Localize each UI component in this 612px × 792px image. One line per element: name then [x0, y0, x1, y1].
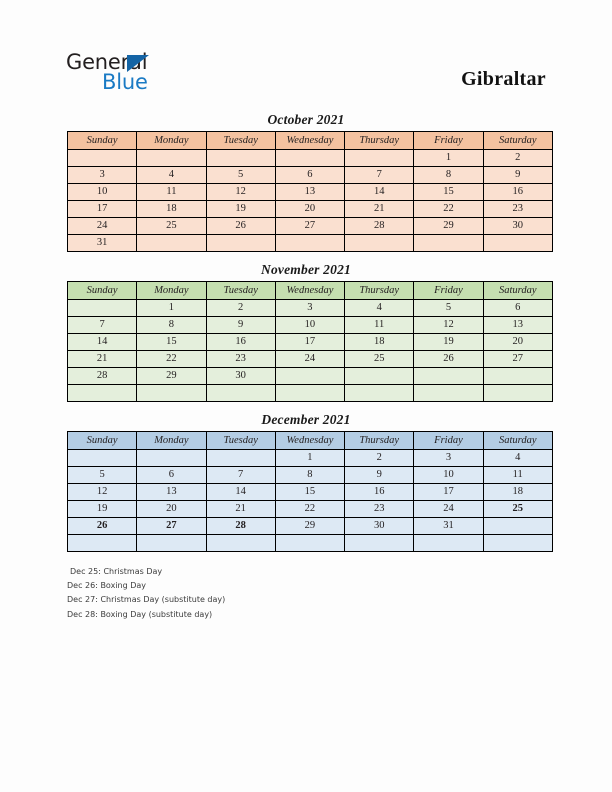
weekday-header-saturday: Saturday [483, 282, 552, 300]
calendar-cell-day[interactable]: 3 [275, 300, 344, 317]
calendar-week-row [68, 150, 553, 167]
calendar-cell-day[interactable]: 17 [414, 484, 483, 501]
calendar-cell-day[interactable]: 6 [483, 300, 552, 317]
calendar-cell-empty [345, 368, 414, 385]
calendar-cell-day[interactable]: 19 [206, 201, 275, 218]
calendar-cell-empty [137, 535, 206, 552]
calendar-cell-day[interactable]: 23 [483, 201, 552, 218]
calendar-cell-empty [68, 450, 137, 467]
calendar-cell-empty [137, 150, 206, 167]
calendar-cell-empty [275, 535, 344, 552]
weekday-header-sunday: Sunday [68, 132, 137, 150]
calendar-cell-holiday[interactable]: 27 [137, 518, 206, 535]
calendar-cell-day[interactable]: 12 [414, 317, 483, 334]
calendar-table-october [67, 131, 553, 252]
calendar-cell-day[interactable]: 10 [68, 184, 137, 201]
weekday-header-monday: Monday [137, 132, 206, 150]
calendar-cell-day[interactable]: 22 [275, 501, 344, 518]
weekday-header-wednesday: Wednesday [275, 132, 344, 150]
holiday-legend [67, 565, 467, 622]
calendar-cell-day[interactable]: 7 [68, 317, 137, 334]
calendar-cell-day[interactable]: 16 [206, 334, 275, 351]
general-blue-logo [66, 52, 246, 98]
calendar-cell-day[interactable]: 26 [206, 218, 275, 235]
weekday-header-row [68, 432, 553, 450]
weekday-header-monday: Monday [137, 282, 206, 300]
calendar-cell-day[interactable]: 4 [483, 450, 552, 467]
weekday-header-row [68, 132, 553, 150]
calendar-table-december [67, 431, 553, 552]
calendar-cell-empty [275, 385, 344, 402]
calendar-cell-day[interactable]: 8 [414, 167, 483, 184]
calendar-cell-day[interactable]: 3 [68, 167, 137, 184]
calendar-cell-empty [414, 368, 483, 385]
weekday-header-thursday: Thursday [345, 282, 414, 300]
weekday-header-friday: Friday [414, 282, 483, 300]
calendar-cell-day[interactable]: 20 [275, 201, 344, 218]
calendar-week-row [68, 235, 553, 252]
calendar-cell-day[interactable]: 18 [137, 201, 206, 218]
weekday-header-saturday: Saturday [483, 132, 552, 150]
calendar-cell-day[interactable]: 22 [137, 351, 206, 368]
calendar-cell-day[interactable]: 24 [414, 501, 483, 518]
calendar-cell-empty [206, 150, 275, 167]
weekday-header-thursday: Thursday [345, 432, 414, 450]
calendar-cell-empty [345, 385, 414, 402]
calendar-cell-empty [206, 535, 275, 552]
calendar-cell-day[interactable]: 15 [137, 334, 206, 351]
calendar-cell-day[interactable]: 17 [68, 201, 137, 218]
calendar-cell-day[interactable]: 28 [68, 368, 137, 385]
weekday-header-tuesday: Tuesday [206, 132, 275, 150]
legend-item: Dec 26: Boxing Day [67, 581, 147, 591]
calendar-cell-day[interactable]: 10 [414, 467, 483, 484]
month-block-december [67, 411, 545, 552]
weekday-header-wednesday: Wednesday [275, 432, 344, 450]
calendar-cell-day[interactable]: 13 [275, 184, 344, 201]
calendar-cell-empty [68, 385, 137, 402]
calendar-cell-day[interactable]: 5 [206, 167, 275, 184]
calendar-cell-empty [206, 450, 275, 467]
logo-text-general: General [66, 50, 148, 74]
calendar-cell-empty [483, 385, 552, 402]
calendar-week-row [68, 317, 553, 334]
calendar-cell-day[interactable]: 21 [68, 351, 137, 368]
legend-item: Dec 25: Christmas Day [70, 567, 163, 576]
calendar-cell-day[interactable]: 1 [275, 450, 344, 467]
calendar-cell-day[interactable]: 4 [345, 300, 414, 317]
calendar-cell-day[interactable]: 13 [483, 317, 552, 334]
calendar-cell-day[interactable]: 31 [414, 518, 483, 535]
calendar-cell-day[interactable]: 11 [345, 317, 414, 334]
calendar-cell-day[interactable]: 6 [137, 467, 206, 484]
calendar-cell-empty [68, 150, 137, 167]
page-header [0, 0, 612, 105]
calendar-cell-day[interactable]: 2 [345, 450, 414, 467]
calendar-cell-day[interactable]: 16 [483, 184, 552, 201]
calendar-cell-empty [414, 535, 483, 552]
calendar-cell-day[interactable]: 15 [275, 484, 344, 501]
page-title: Gibraltar [461, 68, 546, 90]
calendar-cell-day[interactable]: 1 [414, 150, 483, 167]
calendar-week-row [68, 450, 553, 467]
calendar-cell-day[interactable]: 10 [275, 317, 344, 334]
calendar-cell-empty [345, 535, 414, 552]
calendar-cell-empty [137, 450, 206, 467]
calendar-cell-day[interactable]: 15 [414, 184, 483, 201]
calendar-cell-day[interactable]: 2 [206, 300, 275, 317]
calendar-cell-day[interactable]: 30 [483, 218, 552, 235]
calendar-cell-day[interactable]: 5 [414, 300, 483, 317]
calendar-cell-day[interactable]: 21 [345, 201, 414, 218]
calendar-cell-day[interactable]: 2 [483, 150, 552, 167]
calendar-cell-day[interactable]: 16 [345, 484, 414, 501]
calendar-cell-day[interactable]: 9 [483, 167, 552, 184]
calendar-cell-day[interactable]: 23 [206, 351, 275, 368]
calendar-cell-day[interactable]: 3 [414, 450, 483, 467]
calendar-cell-holiday[interactable]: 26 [68, 518, 137, 535]
calendar-cell-day[interactable]: 25 [137, 218, 206, 235]
calendar-body [68, 300, 553, 402]
weekday-header-wednesday: Wednesday [275, 282, 344, 300]
calendar-cell-day[interactable]: 4 [137, 167, 206, 184]
calendar-week-row [68, 368, 553, 385]
calendar-cell-day[interactable]: 9 [206, 317, 275, 334]
calendar-cell-day[interactable]: 20 [483, 334, 552, 351]
calendar-week-row [68, 184, 553, 201]
weekday-header-friday: Friday [414, 132, 483, 150]
calendar-cell-day[interactable]: 14 [206, 484, 275, 501]
month-block-november [67, 261, 545, 402]
calendar-table-november [67, 281, 553, 402]
calendar-cell-day[interactable]: 12 [68, 484, 137, 501]
calendar-cell-day[interactable]: 30 [345, 518, 414, 535]
month-title: October 2021 [267, 112, 345, 127]
weekday-header-tuesday: Tuesday [206, 282, 275, 300]
calendar-cell-day[interactable]: 14 [68, 334, 137, 351]
calendar-cell-day[interactable]: 11 [483, 467, 552, 484]
calendar-cell-empty [275, 368, 344, 385]
weekday-header-thursday: Thursday [345, 132, 414, 150]
calendar-cell-empty [483, 368, 552, 385]
calendar-cell-day[interactable]: 6 [275, 167, 344, 184]
calendar-cell-empty [414, 235, 483, 252]
calendar-week-row [68, 351, 553, 368]
calendar-week-row [68, 201, 553, 218]
weekday-header-row [68, 282, 553, 300]
calendar-cell-day[interactable]: 7 [345, 167, 414, 184]
calendar-cell-day[interactable]: 11 [137, 184, 206, 201]
calendar-cell-day[interactable]: 9 [345, 467, 414, 484]
legend-item: Dec 28: Boxing Day (substitute day) [67, 609, 213, 619]
calendar-cell-day[interactable]: 18 [345, 334, 414, 351]
calendar-cell-day[interactable]: 25 [345, 351, 414, 368]
calendar-cell-day[interactable]: 24 [275, 351, 344, 368]
calendar-cell-day[interactable]: 12 [206, 184, 275, 201]
calendar-cell-empty [275, 150, 344, 167]
calendar-cell-day[interactable]: 22 [414, 201, 483, 218]
month-title: November 2021 [261, 262, 351, 277]
calendar-cell-day[interactable]: 29 [137, 368, 206, 385]
calendar-cell-day[interactable]: 31 [68, 235, 137, 252]
month-block-october [67, 111, 545, 252]
calendar-body [68, 450, 553, 552]
calendar-body [68, 150, 553, 252]
calendar-cell-empty [137, 385, 206, 402]
calendar-cell-empty [206, 385, 275, 402]
calendar-week-row [68, 467, 553, 484]
calendar-cell-empty [275, 235, 344, 252]
logo-text-blue: Blue [102, 70, 148, 94]
calendar-cell-day[interactable]: 26 [414, 351, 483, 368]
calendar-week-row [68, 218, 553, 235]
calendar-cell-day[interactable]: 20 [137, 501, 206, 518]
calendar-cell-day[interactable]: 19 [414, 334, 483, 351]
calendar-cell-empty [345, 150, 414, 167]
calendar-cell-day[interactable]: 28 [345, 218, 414, 235]
calendar-cell-day[interactable]: 27 [275, 218, 344, 235]
weekday-header-saturday: Saturday [483, 432, 552, 450]
calendar-cell-empty [483, 535, 552, 552]
calendar-cell-holiday[interactable]: 25 [483, 501, 552, 518]
calendar-week-row [68, 518, 553, 535]
calendar-cell-empty [483, 235, 552, 252]
calendar-cell-day[interactable]: 5 [68, 467, 137, 484]
calendar-cell-day[interactable]: 13 [137, 484, 206, 501]
calendar-cell-day[interactable]: 8 [137, 317, 206, 334]
calendar-week-row [68, 535, 553, 552]
calendar-cell-day[interactable]: 23 [345, 501, 414, 518]
calendar-cell-day[interactable]: 30 [206, 368, 275, 385]
calendar-cell-day[interactable]: 18 [483, 484, 552, 501]
calendar-week-row [68, 501, 553, 518]
calendar-cell-day[interactable]: 7 [206, 467, 275, 484]
weekday-header-tuesday: Tuesday [206, 432, 275, 450]
legend-item: Dec 27: Christmas Day (substitute day) [67, 595, 226, 605]
weekday-header-friday: Friday [414, 432, 483, 450]
calendar-week-row [68, 300, 553, 317]
calendar-cell-day[interactable]: 29 [275, 518, 344, 535]
weekday-header-sunday: Sunday [68, 282, 137, 300]
calendar-cell-empty [345, 235, 414, 252]
calendar-cell-day[interactable]: 17 [275, 334, 344, 351]
calendar-cell-empty [483, 518, 552, 535]
calendar-cell-day[interactable]: 19 [68, 501, 137, 518]
calendar-week-row [68, 385, 553, 402]
calendar-cell-day[interactable]: 1 [137, 300, 206, 317]
weekday-header-monday: Monday [137, 432, 206, 450]
calendar-cell-empty [68, 535, 137, 552]
calendar-cell-empty [68, 300, 137, 317]
calendar-cell-day[interactable]: 8 [275, 467, 344, 484]
calendar-cell-empty [137, 235, 206, 252]
calendar-cell-day[interactable]: 27 [483, 351, 552, 368]
month-title: December 2021 [261, 412, 351, 427]
calendar-week-row [68, 334, 553, 351]
calendar-cell-day[interactable]: 29 [414, 218, 483, 235]
calendar-cell-day[interactable]: 14 [345, 184, 414, 201]
calendar-week-row [68, 167, 553, 184]
calendar-cell-empty [206, 235, 275, 252]
weekday-header-sunday: Sunday [68, 432, 137, 450]
calendar-cell-day[interactable]: 21 [206, 501, 275, 518]
calendar-cell-empty [414, 385, 483, 402]
calendar-week-row [68, 484, 553, 501]
calendar-cell-day[interactable]: 24 [68, 218, 137, 235]
calendar-cell-holiday[interactable]: 28 [206, 518, 275, 535]
